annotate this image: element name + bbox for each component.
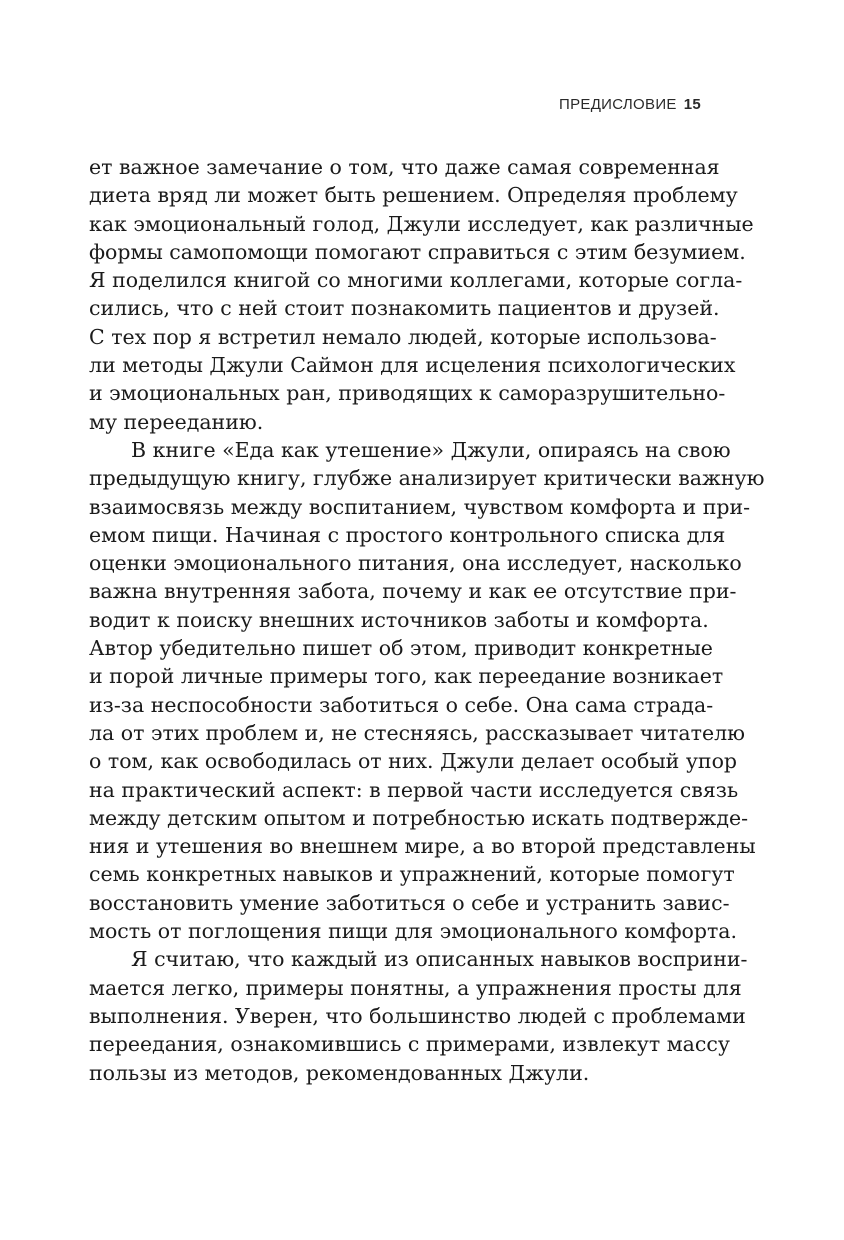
body-text <box>89 153 765 1087</box>
text-line: из-за неспособности заботиться о себе. Она сама страда- <box>89 692 714 717</box>
text-line: семь конкретных навыков и упражнений, которые помогут <box>89 862 735 887</box>
text-line: В книге «Еда как утешение» Джули, опираясь на свою <box>131 437 731 462</box>
text-line: пользы из методов, рекомендованных Джули. <box>89 1060 590 1085</box>
page-number: 15 <box>683 96 701 113</box>
text-line: взаимосвязь между воспитанием, чувством комфорта и при- <box>89 494 751 519</box>
text-line: ли методы Джули Саймон для исцеления психологических <box>89 353 736 378</box>
text-line: ет важное замечание о том, что даже самая современная <box>89 155 720 179</box>
text-line: сились, что с ней стоит познакомить пациентов и друзей. <box>89 296 720 321</box>
text-line: му перееданию. <box>89 409 264 434</box>
text-line: С тех пор я встретил немало людей, которые использова- <box>89 324 717 349</box>
text-line: оценки эмоционального питания, она исследует, насколько <box>89 551 742 576</box>
text-line: важна внутренняя забота, почему и как ее отсутствие при- <box>89 579 737 604</box>
text-line: выполнения. Уверен, что большинство людей с проблемами <box>89 1003 746 1028</box>
text-line: мость от поглощения пищи для эмоционального комфорта. <box>89 919 738 944</box>
paragraph-2 <box>89 436 765 945</box>
text-line: как эмоциональный голод, Джули исследует, как различные <box>89 211 754 236</box>
text-line: и порой личные примеры того, как переедание возникает <box>89 664 724 689</box>
text-line: Автор убедительно пишет об этом, приводит конкретные <box>89 636 713 661</box>
text-line: емом пищи. Начиная с простого контрольного списка для <box>89 522 726 547</box>
text-line: о том, как освободилась от них. Джули делает особый упор <box>89 749 738 774</box>
text-line: Я поделился книгой со многими коллегами, которые согла- <box>89 268 743 293</box>
text-line: ния и утешения во внешнем мире, а во второй представлены <box>89 834 756 859</box>
text-line: между детским опытом и потребностью искать подтвержде- <box>89 805 749 830</box>
text-line: переедания, ознакомившись с примерами, извлекут массу <box>89 1032 730 1057</box>
text-line: Я считаю, что каждый из описанных навыков восприни- <box>131 947 748 972</box>
running-head <box>559 96 701 113</box>
text-line: диета вряд ли может быть решением. Определяя проблему <box>89 183 738 208</box>
section-title: ПРЕДИСЛОВИЕ <box>559 96 677 113</box>
text-line: на практический аспект: в первой части исследуется связь <box>89 777 739 802</box>
text-line: восстановить умение заботиться о себе и устранить завис- <box>89 890 730 915</box>
text-line: предыдущую книгу, глубже анализирует критически важную <box>89 466 765 491</box>
text-line: ла от этих проблем и, не стесняясь, рассказывает читателю <box>89 720 745 745</box>
paragraph-1 <box>89 153 754 436</box>
paragraph-3 <box>89 945 748 1086</box>
text-line: водит к поиску внешних источников заботы и комфорта. <box>89 607 709 632</box>
text-line: и эмоциональных ран, приводящих к саморазрушительно- <box>89 381 726 406</box>
text-line: формы самопомощи помогают справиться с этим безумием. <box>89 239 746 264</box>
text-line: мается легко, примеры понятны, а упражнения просты для <box>89 975 742 1000</box>
